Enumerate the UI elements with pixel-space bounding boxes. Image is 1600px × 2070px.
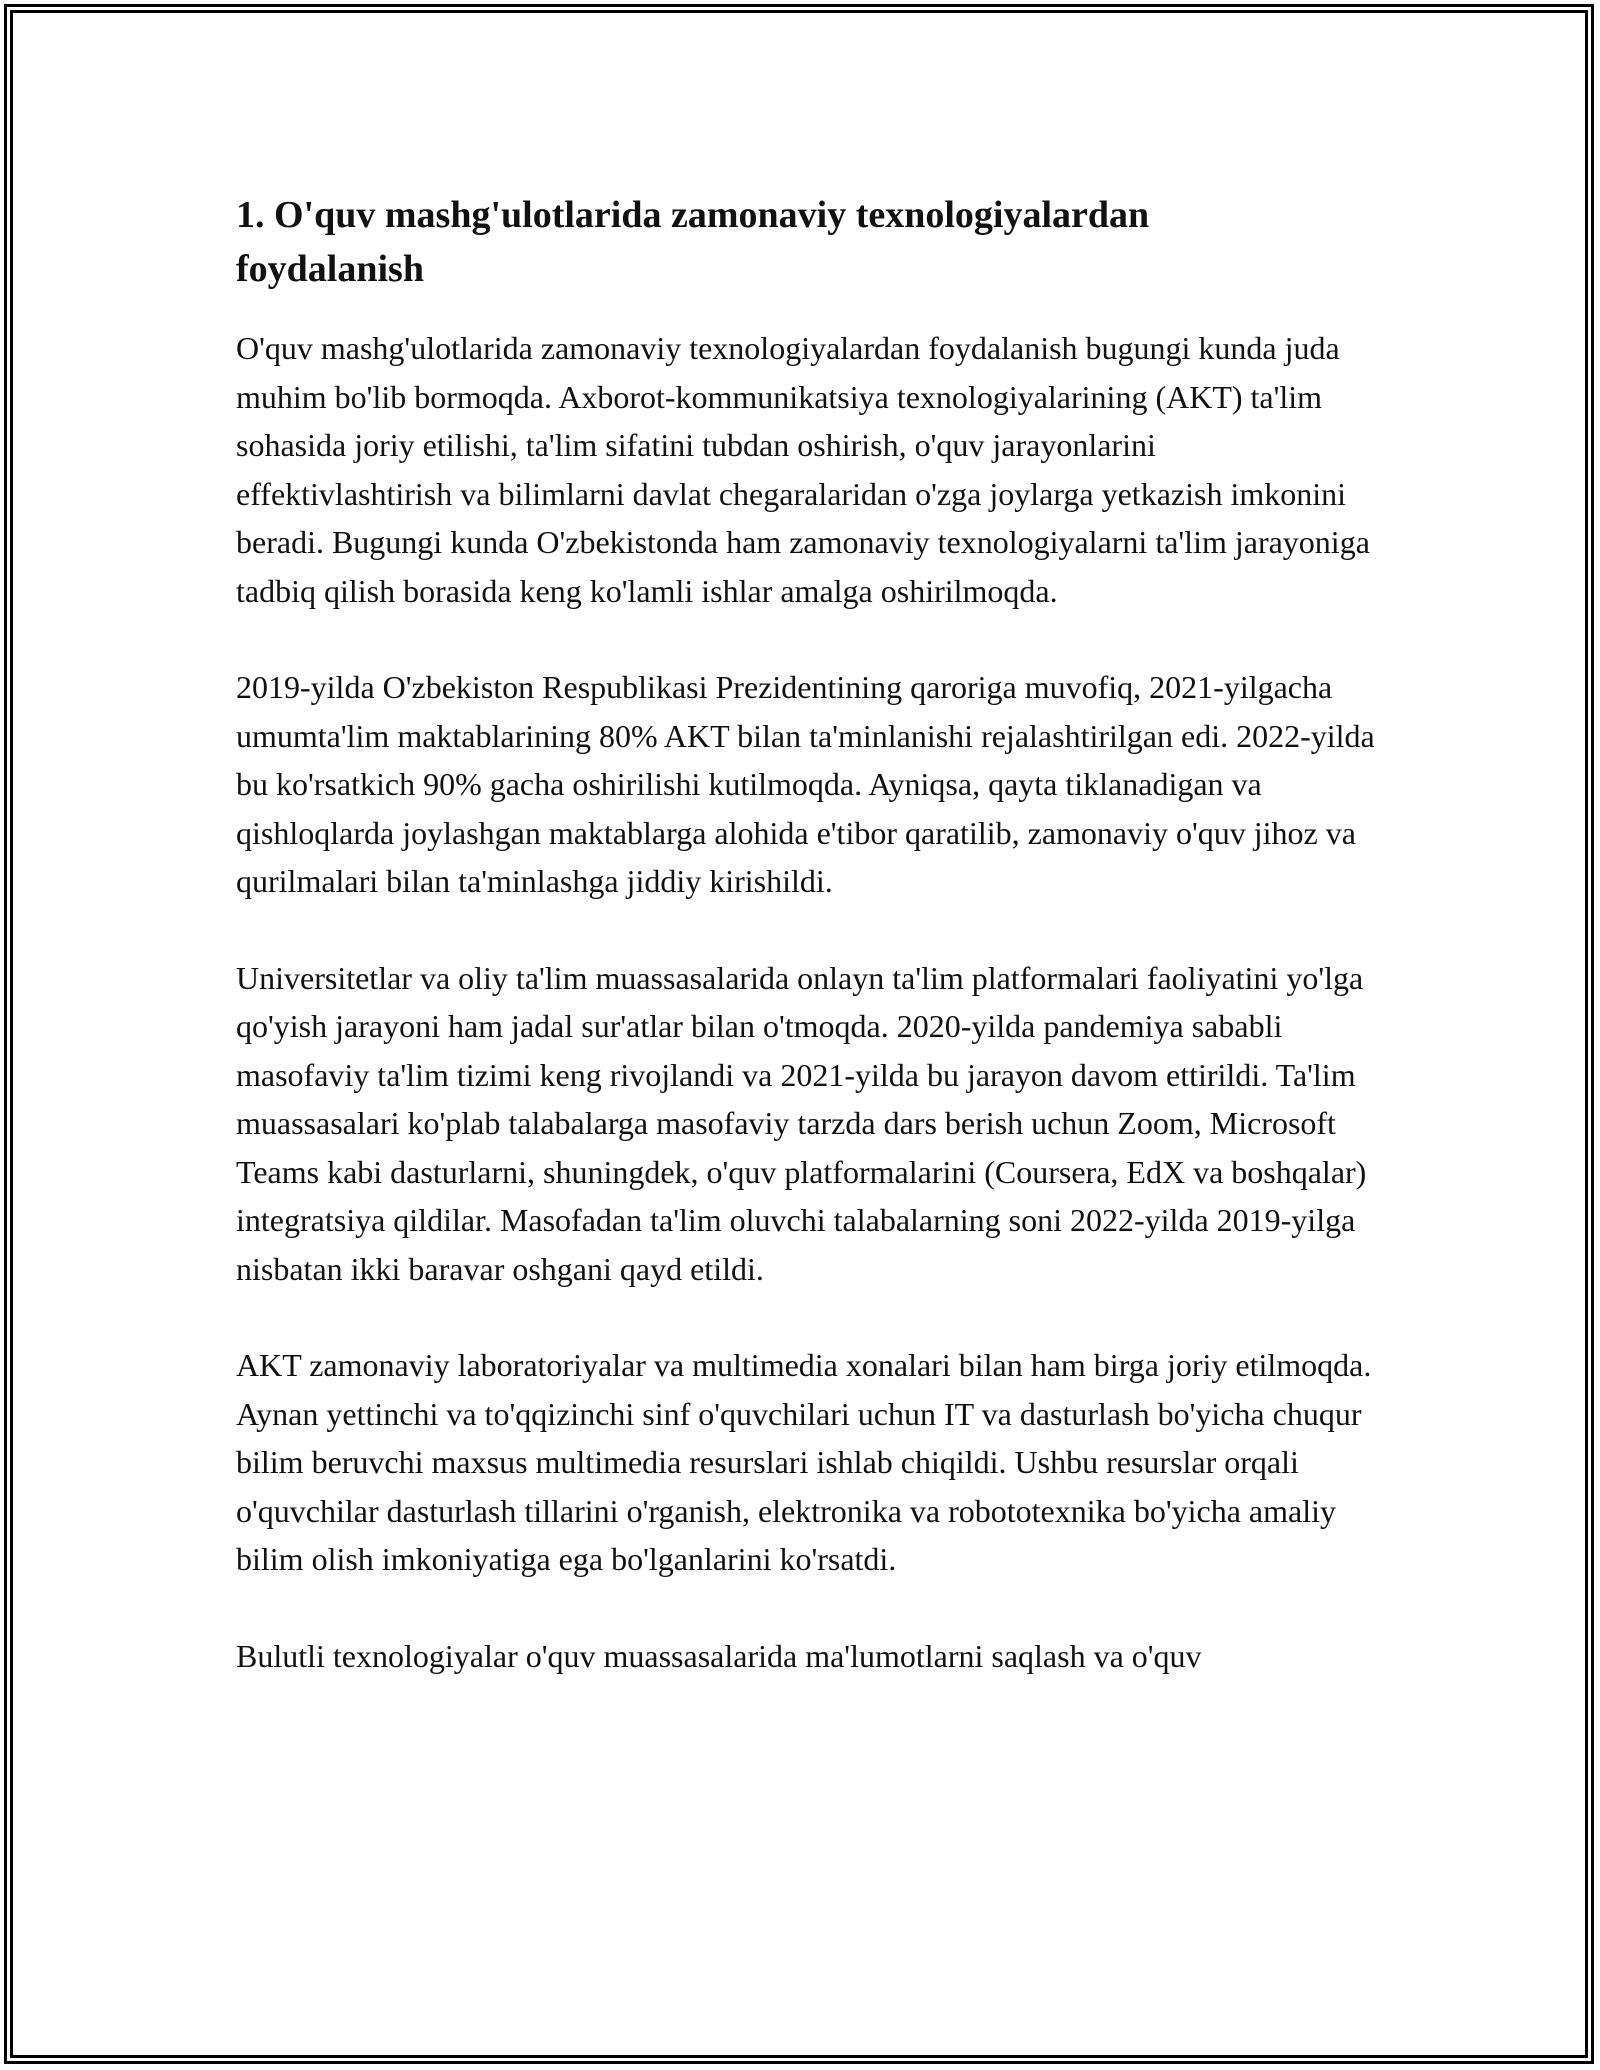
- paragraph-cloud-technologies: Bulutli texnologiyalar o'quv muassasalarida ma'lumotlarni saqlash va o'quv: [236, 1637, 1202, 1674]
- paragraph-ict-introduction: O'quv mashg'ulotlarida zamonaviy texnologiyalardan foydalanish bugungi kunda juda muhim bo'lib bormoqda. Axborot-kommunikatsiya texnologiyalarining (AKT) ta'lim sohasida joriy etilishi, ta'lim sifatini tubdan oshirish, o'quv jarayonlarini effektivlashtirish va bilimlarni davlat chegaralaridan o'zga joylarga yetkazish imkonini beradi. Bugungi kunda O'zbekistonda ham zamonaviy texnologiyalarni ta'lim jarayoniga tadbiq qilish borasida keng ko'lamli ishlar amalga oshirilmoqda.: [236, 330, 1370, 609]
- paragraph-school-statistics: 2019-yilda O'zbekiston Respublikasi Prezidentining qaroriga muvofiq, 2021-yilgacha umumta'lim maktablarining 80% AKT bilan ta'minlanishi rejalashtirilgan edi. 2022-yilda bu ko'rsatkich 90% gacha oshirilishi kutilmoqda. Ayniqsa, qayta tiklanadigan va qishloqlarda joylashgan maktablarga alohida e'tibor qaratilib, zamonaviy o'quv jihoz va qurilmalari bilan ta'minlashga jiddiy kirishildi.: [236, 669, 1375, 899]
- page-title: 1. O'quv mashg'ulotlarida zamonaviy texnologiyalardan foydalanish: [236, 194, 1150, 290]
- paragraph-multimedia-labs: AKT zamonaviy laboratoriyalar va multimedia xonalari bilan ham birga joriy etilmoqda. Aynan yettinchi va to'qqizinchi sinf o'quvchilari uchun IT va dasturlash bo'yicha chuqur bilim beruvchi maxsus multimedia resurslari ishlab chiqildi. Ushbu resurslar orqali o'quvchilar dasturlash tillarini o'rganish, elektronika va robototexnika bo'yicha amaliy bilim olish imkoniyatiga ega bo'lganlarini ko'rsatdi.: [236, 1347, 1372, 1577]
- paragraph-online-learning: Universitetlar va oliy ta'lim muassasalarida onlayn ta'lim platformalari faoliyatini yo'lga qo'yish jarayoni ham jadal sur'atlar bilan o'tmoqda. 2020-yilda pandemiya sababli masofaviy ta'lim tizimi keng rivojlandi va 2021-yilda bu jarayon davom ettirildi. Ta'lim muassasalari ko'plab talabalarga masofaviy tarzda dars berish uchun Zoom, Microsoft Teams kabi dasturlarni, shuningdek, o'quv platformalarini (Coursera, EdX va boshqalar) integratsiya qildilar. Masofadan ta'lim oluvchi talabalarning soni 2022-yilda 2019-yilga nisbatan ikki baravar oshgani qayd etildi.: [236, 959, 1367, 1287]
- document-body: [236, 188, 1376, 1728]
